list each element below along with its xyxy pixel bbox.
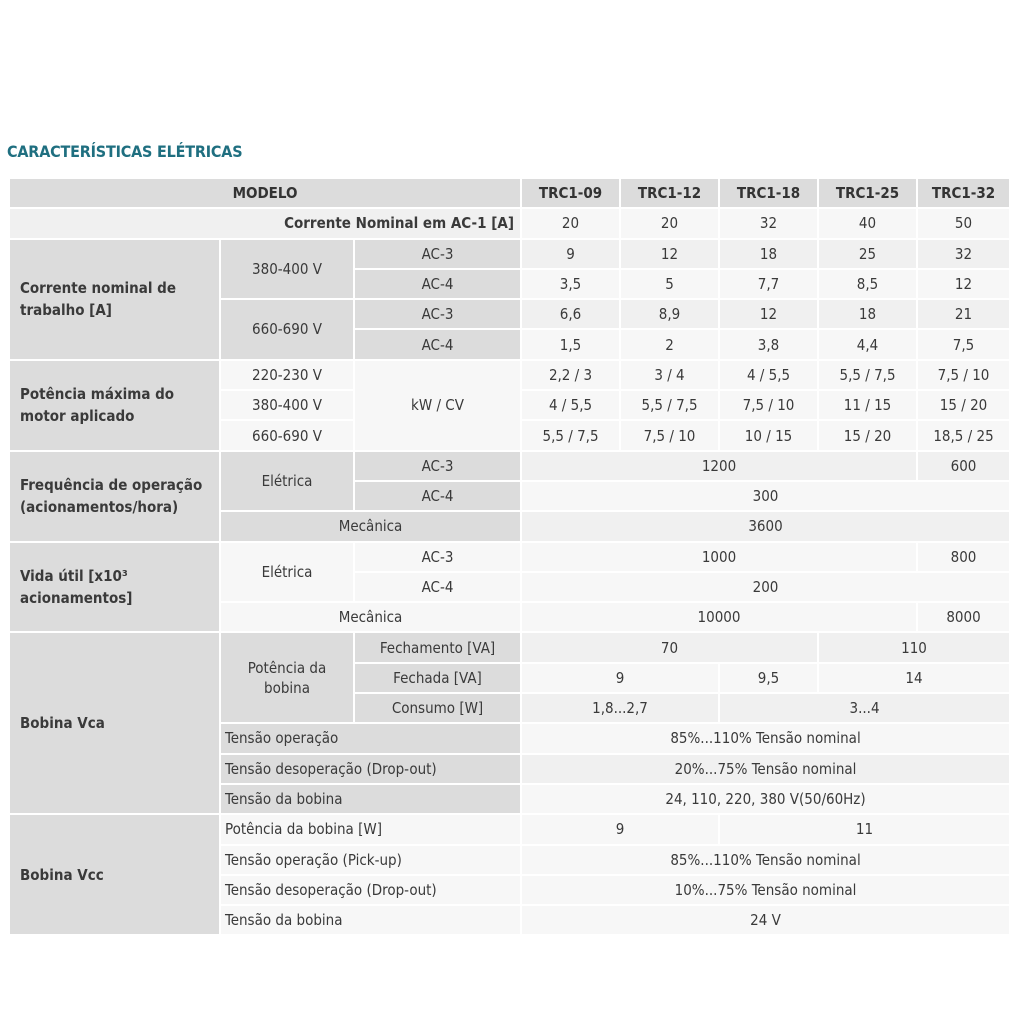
cell: 24, 110, 220, 380 V(50/60Hz) — [521, 784, 1010, 814]
cell: 18 — [818, 299, 917, 329]
category-label: AC-3 — [354, 542, 521, 572]
type-label: Potência da bobina — [220, 632, 354, 723]
cell: 5,5 / 7,5 — [818, 360, 917, 390]
cell: 5,5 / 7,5 — [521, 420, 620, 450]
group-label: Potência máxima do motor aplicado — [9, 360, 220, 451]
ac1-label: Corrente Nominal em AC-1 [A] — [9, 208, 521, 238]
cell: 1,5 — [521, 329, 620, 359]
cell: 7,5 — [917, 329, 1010, 359]
cell: 12 — [620, 239, 719, 269]
row-label: Potência da bobina [W] — [220, 814, 521, 844]
cell: 4 / 5,5 — [719, 360, 818, 390]
cell: 9 — [521, 814, 719, 844]
cell: 7,5 / 10 — [917, 360, 1010, 390]
cell: 2 — [620, 329, 719, 359]
cell: 1000 — [521, 542, 917, 572]
cell: 200 — [521, 572, 1010, 602]
cell: 8,9 — [620, 299, 719, 329]
category-label: AC-4 — [354, 269, 521, 299]
category-label: AC-3 — [354, 451, 521, 481]
voltage-label: 220-230 V — [220, 360, 354, 390]
cell: 15 / 20 — [917, 390, 1010, 420]
row-label: Tensão da bobina — [220, 784, 521, 814]
cell: 10%...75% Tensão nominal — [521, 875, 1010, 905]
model-header: MODELO — [9, 178, 521, 208]
type-label: Elétrica — [220, 542, 354, 603]
cell: 12 — [719, 299, 818, 329]
cell: 3,8 — [719, 329, 818, 359]
cell: 32 — [719, 208, 818, 238]
voltage-label: 380-400 V — [220, 390, 354, 420]
cell: 24 V — [521, 905, 1010, 935]
cell: 70 — [521, 632, 818, 662]
cell: 2,2 / 3 — [521, 360, 620, 390]
cell: 25 — [818, 239, 917, 269]
cell: 1,8...2,7 — [521, 693, 719, 723]
cell: 10 / 15 — [719, 420, 818, 450]
cell: 8,5 — [818, 269, 917, 299]
cell: 9 — [521, 663, 719, 693]
cell: 110 — [818, 632, 1010, 662]
cell: 85%...110% Tensão nominal — [521, 845, 1010, 875]
page-title: CARACTERÍSTICAS ELÉTRICAS — [7, 142, 243, 161]
cell: 21 — [917, 299, 1010, 329]
table-row — [9, 814, 1010, 844]
cell: 5 — [620, 269, 719, 299]
model-col: TRC1-09 — [521, 178, 620, 208]
category-label: AC-3 — [354, 299, 521, 329]
cell: 18,5 / 25 — [917, 420, 1010, 450]
cell: 11 / 15 — [818, 390, 917, 420]
cell: 4,4 — [818, 329, 917, 359]
table-row — [9, 360, 1010, 390]
cell: 3 / 4 — [620, 360, 719, 390]
cell: 7,5 / 10 — [719, 390, 818, 420]
cell: 20 — [620, 208, 719, 238]
model-col: TRC1-25 — [818, 178, 917, 208]
table-row — [9, 542, 1010, 572]
cell: 32 — [917, 239, 1010, 269]
category-label: AC-4 — [354, 329, 521, 359]
category-label: AC-4 — [354, 572, 521, 602]
row-label: Tensão desoperação (Drop-out) — [220, 875, 521, 905]
category-label: Fechada [VA] — [354, 663, 521, 693]
cell: 300 — [521, 481, 1010, 511]
voltage-label: 660-690 V — [220, 299, 354, 360]
cell: 14 — [818, 663, 1010, 693]
group-label: Corrente nominal de trabalho [A] — [9, 239, 220, 360]
cell: 50 — [917, 208, 1010, 238]
cell: 4 / 5,5 — [521, 390, 620, 420]
cell: 3,5 — [521, 269, 620, 299]
cell: 15 / 20 — [818, 420, 917, 450]
cell: 18 — [719, 239, 818, 269]
cell: 7,7 — [719, 269, 818, 299]
model-col: TRC1-18 — [719, 178, 818, 208]
table-row — [9, 451, 1010, 481]
cell: 9 — [521, 239, 620, 269]
unit-label: kW / CV — [354, 360, 521, 451]
cell: 8000 — [917, 602, 1010, 632]
cell: 9,5 — [719, 663, 818, 693]
table-header-row — [9, 178, 1010, 208]
cell: 7,5 / 10 — [620, 420, 719, 450]
table-row — [9, 239, 1010, 269]
model-col: TRC1-12 — [620, 178, 719, 208]
cell: 6,6 — [521, 299, 620, 329]
cell: 3...4 — [719, 693, 1010, 723]
cell: 3600 — [521, 511, 1010, 541]
table-row — [9, 632, 1010, 662]
cell: 20%...75% Tensão nominal — [521, 754, 1010, 784]
row-label: Tensão desoperação (Drop-out) — [220, 754, 521, 784]
cell: 85%...110% Tensão nominal — [521, 723, 1010, 753]
category-label: Consumo [W] — [354, 693, 521, 723]
cell: 20 — [521, 208, 620, 238]
cell: 600 — [917, 451, 1010, 481]
cell: 11 — [719, 814, 1010, 844]
voltage-label: 660-690 V — [220, 420, 354, 450]
category-label: AC-4 — [354, 481, 521, 511]
category-label: Fechamento [VA] — [354, 632, 521, 662]
model-col: TRC1-32 — [917, 178, 1010, 208]
group-label: Bobina Vca — [9, 632, 220, 814]
row-label: Tensão da bobina — [220, 905, 521, 935]
cell: 1200 — [521, 451, 917, 481]
type-label: Mecânica — [220, 511, 521, 541]
table-row — [9, 208, 1010, 238]
group-label: Bobina Vcc — [9, 814, 220, 935]
type-label: Elétrica — [220, 451, 354, 512]
group-label: Vida útil [x10³ acionamentos] — [9, 542, 220, 633]
voltage-label: 380-400 V — [220, 239, 354, 300]
specs-table — [8, 177, 1011, 936]
type-label: Mecânica — [220, 602, 521, 632]
cell: 12 — [917, 269, 1010, 299]
row-label: Tensão operação — [220, 723, 521, 753]
row-label: Tensão operação (Pick-up) — [220, 845, 521, 875]
category-label: AC-3 — [354, 239, 521, 269]
group-label: Frequência de operação (acionamentos/hora) — [9, 451, 220, 542]
cell: 800 — [917, 542, 1010, 572]
cell: 5,5 / 7,5 — [620, 390, 719, 420]
cell: 10000 — [521, 602, 917, 632]
cell: 40 — [818, 208, 917, 238]
